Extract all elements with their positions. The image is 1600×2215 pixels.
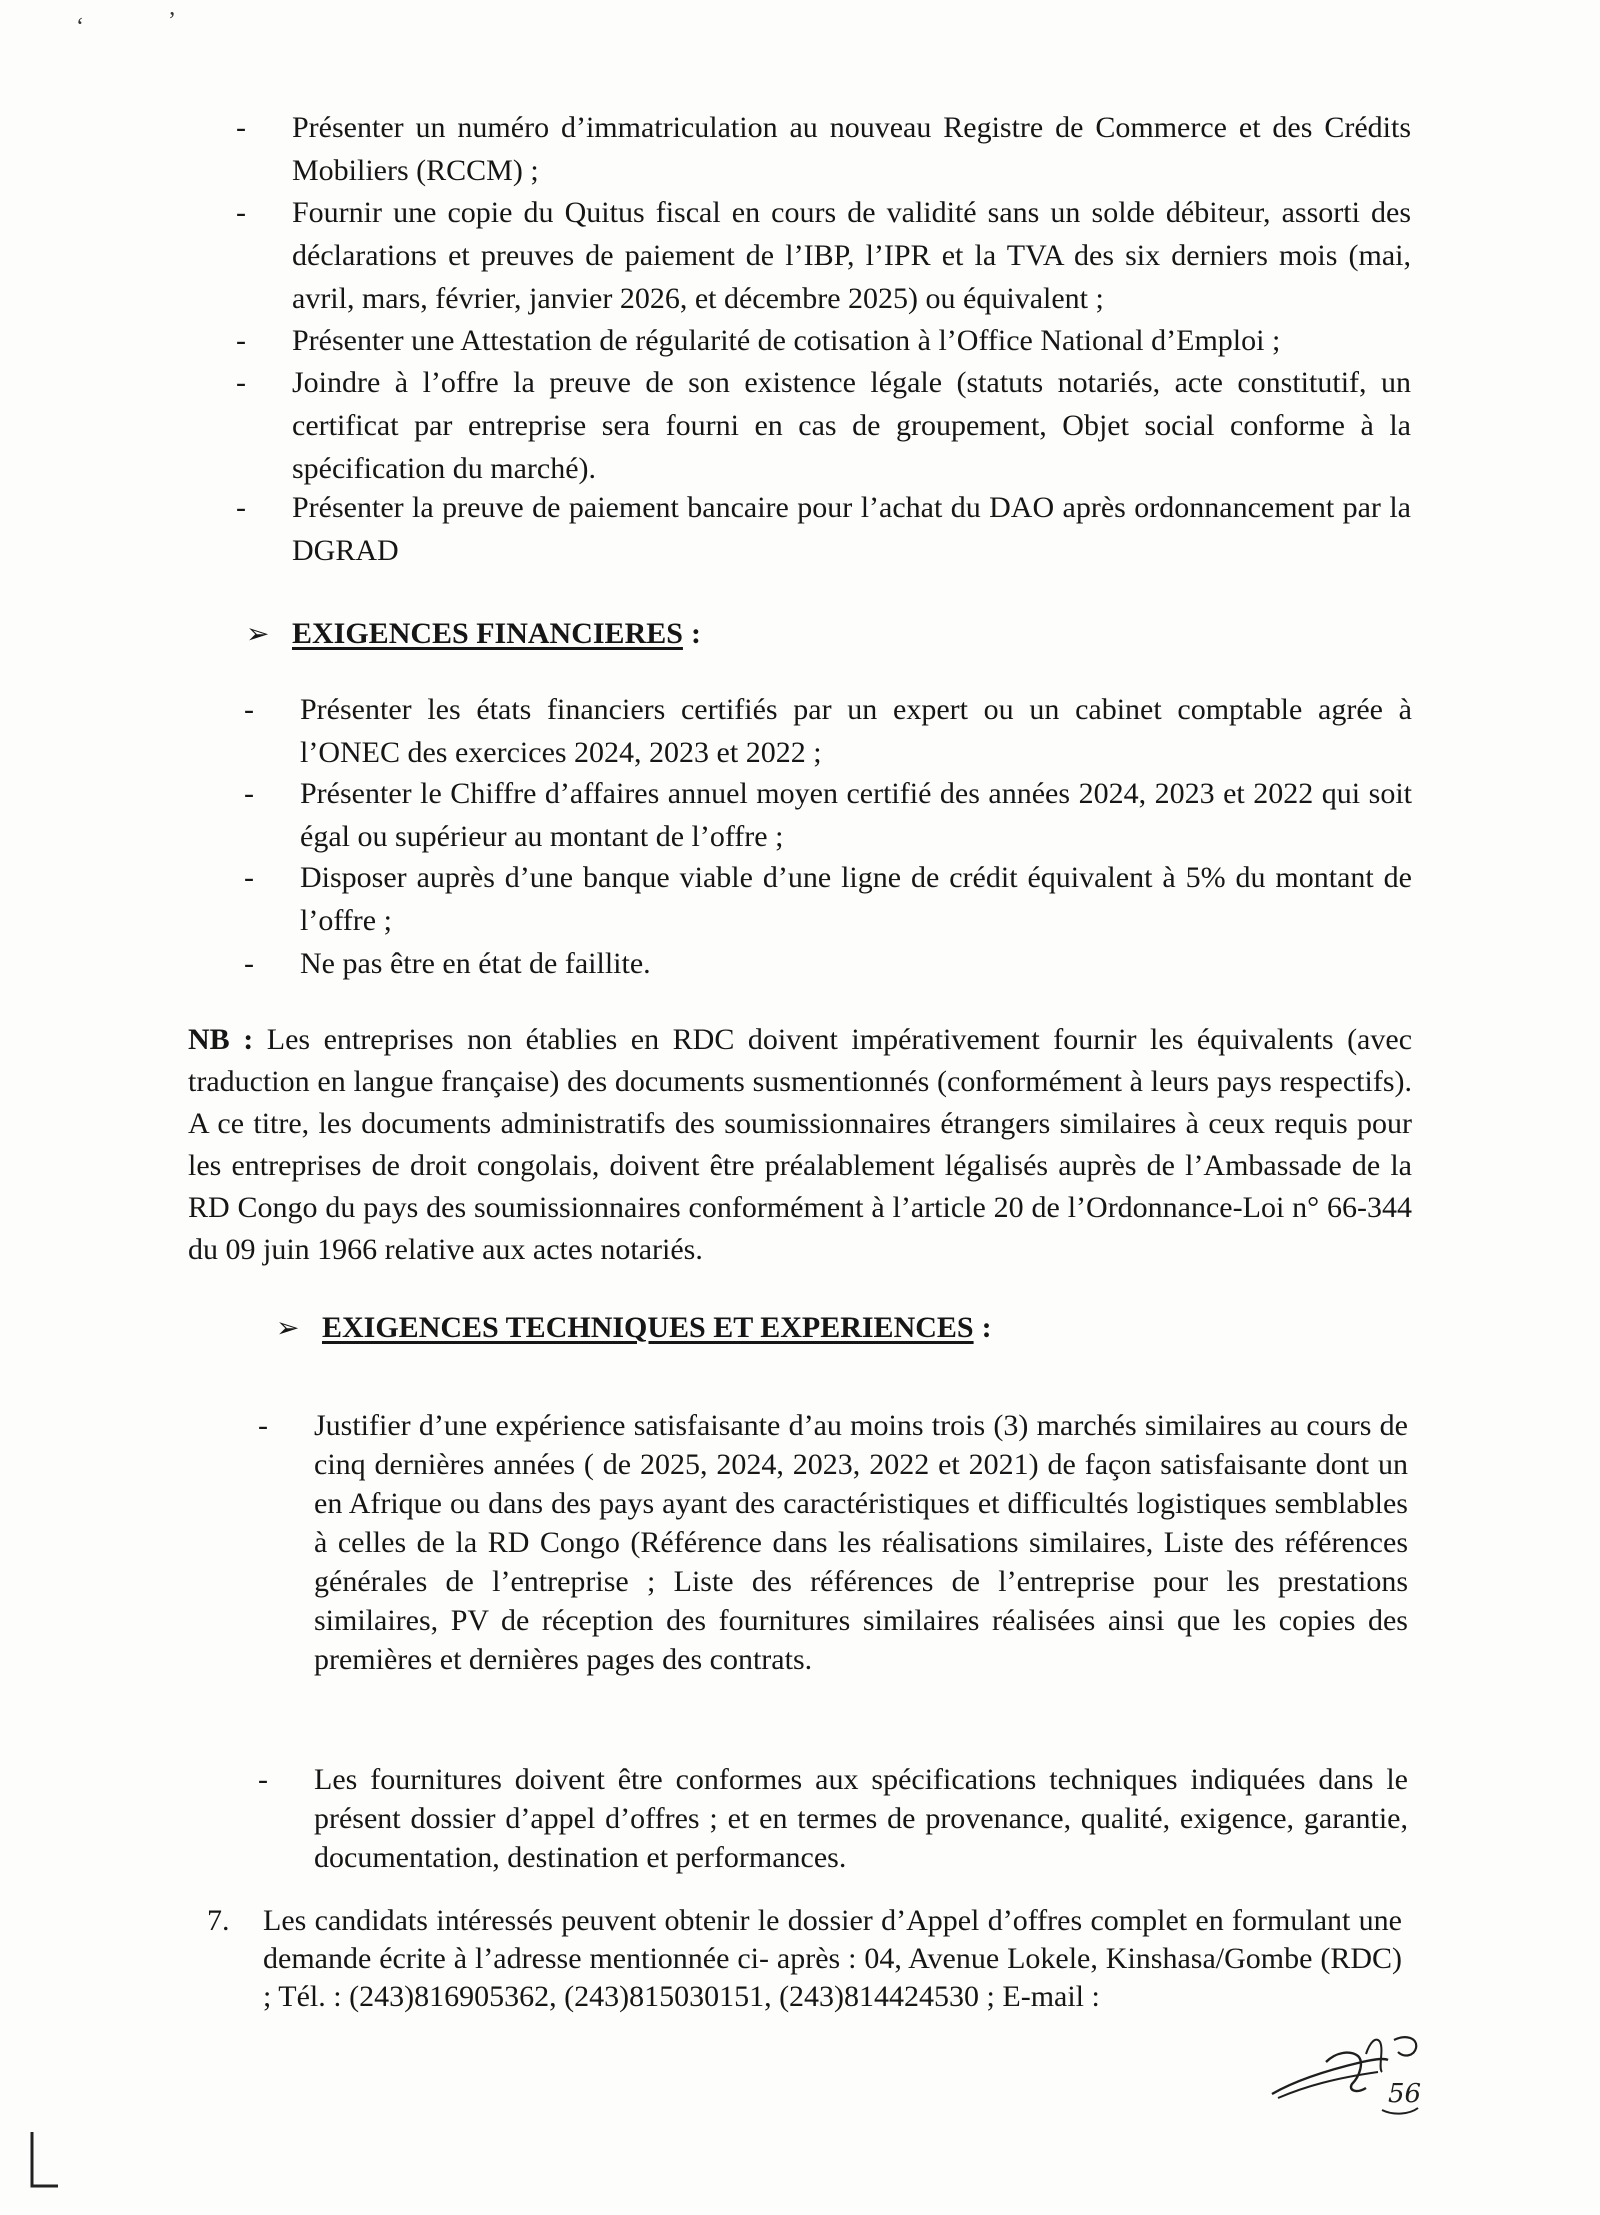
numbered-item-7 [207,1902,1402,2016]
section-title: EXIGENCES FINANCIERES [292,617,683,650]
corner-mark-icon [28,2130,64,2190]
dash-bullet-icon: - [258,1409,268,1442]
list-item: - Ne pas être en état de faillite. [244,942,1412,985]
nb-label: NB : [188,1023,254,1056]
scan-mark: ’ [168,8,176,34]
dash-bullet-icon: - [258,1763,268,1796]
dash-bullet-icon: - [236,111,246,144]
dash-bullet-icon: - [244,947,254,980]
dash-bullet-icon: - [236,366,246,399]
dash-bullet-icon: - [236,491,246,524]
signature-initials: 56 [1388,2079,1422,2109]
list-item: - Joindre à l’offre la preuve de son existence légale (statuts notariés, acte constitutif, un certificat par entreprise sera fourni en cas de groupement, Objet social conforme à la spécification du marché). [236,361,1411,490]
list-item: - Justifier d’une expérience satisfaisante d’au moins trois (3) marchés similaires au cours de cinq dernières années ( de 2025, 2024, 2023, 2022 et 2021) de façon satisfaisante dont un en Afrique ou dans des pays ayant des caractéristiques et difficultés logistiques semblables à celles de la RD Congo (Référence dans les réalisations similaires, Liste des références générales de l’entreprise ; Liste des références de l’entreprise pour les prestations similaires, PV de réception des fournitures similaires réalisées ainsi que les copies des premières et dernières pages des contrats. [258,1406,1408,1679]
section-heading-financial: ➢ EXIGENCES FINANCIERES : [246,612,701,656]
nb-text: Les entreprises non établies en RDC doivent impérativement fournir les équivalents (avec traduction en langue française) des documents susmentionnés (conformément à leurs pays respectifs). A ce titre, les documents administratifs des soumissionnaires étrangers similaires à ceux requis pour les entreprises de droit congolais, doivent être préalablement légalisés auprès de l’Ambassade de la RD Congo du pays des soumissionnaires conformément à l’article 20 de l’Ordonnance-Loi n° 66-344 du 09 juin 1966 relative aux actes notariés. [188,1023,1413,1266]
list-item: - Présenter le Chiffre d’affaires annuel moyen certifié des années 2024, 2023 et 2022 qui soit égal ou supérieur au montant de l’offre ; [244,772,1412,858]
list-item: - Présenter la preuve de paiement bancaire pour l’achat du DAO après ordonnancement par la DGRAD [236,486,1411,572]
arrow-bullet-icon: ➢ [246,619,270,650]
dash-bullet-icon: - [236,196,246,229]
signature-image [1266,2032,1426,2124]
item-number: 7. [207,1904,230,1937]
arrow-bullet-icon: ➢ [276,1313,300,1344]
item-text: Les candidats intéressés peuvent obtenir le dossier d’Appel d’offres complet en formulant une demande écrite à l’adresse mentionnée ci- après : 04, Avenue Lokele, Kinshasa/Gombe (RDC) ; Tél. : (243)816905362, (243)815030151, (243)814424530 ; E-mail : [263,1904,1402,2013]
dash-bullet-icon: - [244,693,254,726]
scan-mark: ‘ [76,14,84,40]
list-item: - Présenter les états financiers certifiés par un expert ou un cabinet comptable agrée à l’ONEC des exercices 2024, 2023 et 2022 ; [244,688,1412,774]
dash-bullet-icon: - [244,861,254,894]
list-item: - Les fournitures doivent être conformes aux spécifications techniques indiquées dans le présent dossier d’appel d’offres ; et en termes de provenance, qualité, exigence, garantie, documentation, destination et performances. [258,1760,1408,1877]
list-item: - Présenter un numéro d’immatriculation au nouveau Registre de Commerce et des Crédits Mobiliers (RCCM) ; [236,106,1411,192]
dash-bullet-icon: - [244,777,254,810]
nb-paragraph [188,1019,1412,1271]
list-item: - Fournir une copie du Quitus fiscal en cours de validité sans un solde débiteur, assorti des déclarations et preuves de paiement de l’IBP, l’IPR et la TVA des six derniers mois (mai, avril, mars, février, janvier 2026, et décembre 2025) ou équivalent ; [236,191,1411,320]
section-title: EXIGENCES TECHNIQUES ET EXPERIENCES [322,1311,974,1344]
list-item: - Présenter une Attestation de régularité de cotisation à l’Office National d’Emploi ; [236,319,1411,362]
dash-bullet-icon: - [236,324,246,357]
section-heading-technical: ➢ EXIGENCES TECHNIQUES ET EXPERIENCES : [276,1306,992,1350]
list-item: - Disposer auprès d’une banque viable d’une ligne de crédit équivalent à 5% du montant de l’offre ; [244,856,1412,942]
